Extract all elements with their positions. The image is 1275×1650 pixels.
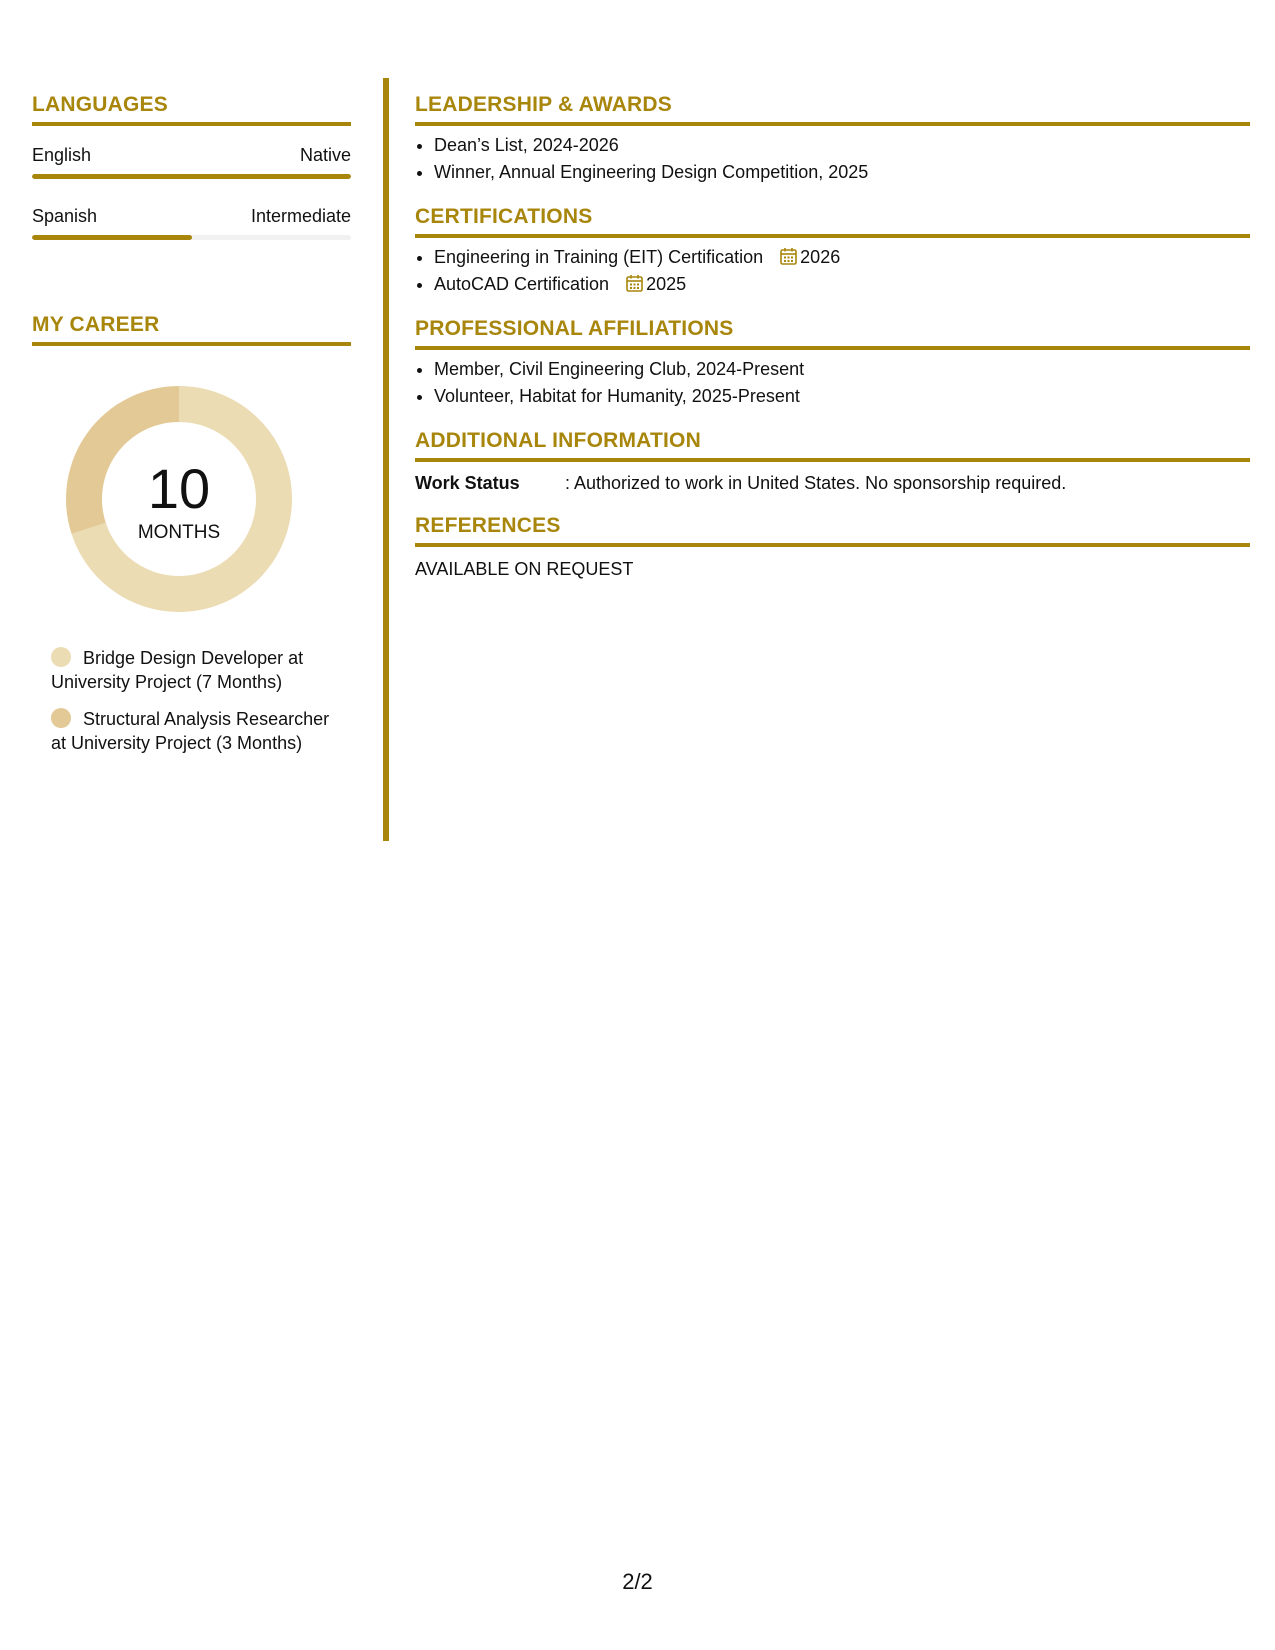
donut-center-label [66,386,292,612]
legend-dot [51,708,71,728]
affiliations-section [415,316,1250,410]
left-column [32,92,351,768]
certification-name: Engineering in Training (EIT) Certification [434,247,764,267]
career-total-months: 10 [147,457,211,520]
certifications-section [415,204,1250,298]
work-status-row [415,471,1250,495]
certification-year: 2025 [646,274,687,294]
references-section [415,513,1250,581]
certification-year: 2026 [800,247,841,267]
list-item: • Dean’s List, 2024-2026 [434,132,1250,159]
language-name: English [32,145,92,165]
additional-info-section [415,428,1250,495]
language-level: Native [299,145,351,165]
right-column [415,92,1250,599]
column-divider [383,78,389,841]
calendar-icon [626,274,643,292]
legend-label: Structural Analysis Researcher at University Project (3 Months) [51,709,330,753]
leadership-section [415,92,1250,186]
certification-name: AutoCAD Certification [434,274,610,294]
language-proficiency-track [32,235,351,240]
leadership-list [415,132,1250,186]
career-donut-chart [66,386,292,612]
calendar-icon [780,247,797,265]
affiliations-list [415,356,1250,410]
language-proficiency-track [32,174,351,179]
languages-section [32,92,351,240]
additional-info-heading: ADDITIONAL INFORMATION [415,428,1250,462]
page-number: 2/2 [622,1569,653,1594]
language-level: Intermediate [250,206,351,226]
references-heading: REFERENCES [415,513,1250,547]
language-proficiency-bar [32,235,192,240]
list-item [434,271,1250,298]
language-name: Spanish [32,206,98,226]
references-text: AVAILABLE ON REQUEST [415,559,634,579]
list-item [434,244,1250,271]
list-item: • Winner, Annual Engineering Design Competition, 2025 [434,159,1250,186]
list-item: • Volunteer, Habitat for Humanity, 2025-Present [434,383,1250,410]
work-status-label: Work Status [415,473,520,493]
career-legend [51,646,331,755]
career-total-unit: MONTHS [137,522,221,543]
language-proficiency-bar [32,174,351,179]
languages-heading: LANGUAGES [32,92,351,126]
leadership-heading: LEADERSHIP & AWARDS [415,92,1250,126]
affiliations-heading: PROFESSIONAL AFFILIATIONS [415,316,1250,350]
work-status-value: : Authorized to work in United States. No sponsorship required. [565,473,1067,493]
language-item-spanish [32,205,351,240]
legend-label: Bridge Design Developer at University Project (7 Months) [51,648,304,692]
legend-dot [51,647,71,667]
certifications-list [415,244,1250,298]
certifications-heading: CERTIFICATIONS [415,204,1250,238]
list-item: • Member, Civil Engineering Club, 2024-Present [434,356,1250,383]
career-section [32,312,351,755]
career-legend-item [51,646,331,694]
language-item-english [32,144,351,179]
career-heading: MY CAREER [32,312,351,346]
career-legend-item [51,707,331,755]
